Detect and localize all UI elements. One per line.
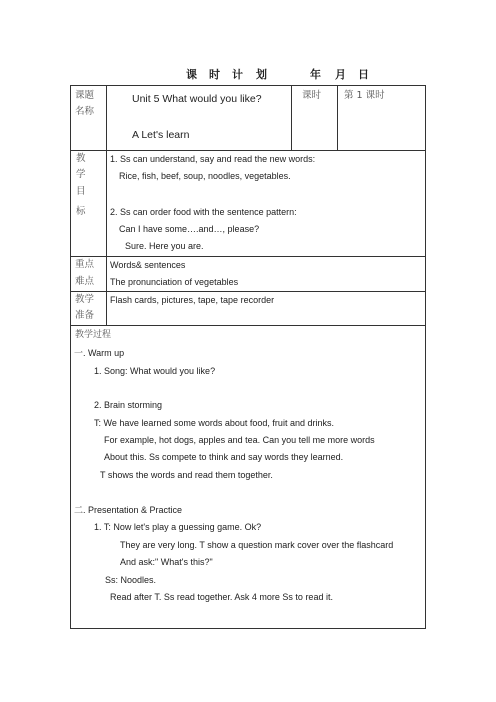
- period-label: 课时: [302, 90, 322, 101]
- row3-label-line: 难点: [75, 276, 95, 287]
- row4-label-line: 准备: [75, 310, 95, 321]
- row2-label-char: 标: [76, 206, 86, 217]
- row-divider: [70, 256, 426, 257]
- objective-line: 1. Ss can understand, say and read the new words:: [110, 154, 316, 164]
- process-line: For example, hot dogs, apples and tea. Can you tell me more words: [104, 435, 375, 445]
- objective-line: Can I have some….and…, please?: [119, 224, 260, 234]
- row2-label-char: 目: [76, 186, 86, 197]
- key-point-line: The pronunciation of vegetables: [110, 277, 239, 287]
- row1-label-line: 名称: [75, 106, 95, 117]
- objective-line: Rice, fish, beef, soup, noodles, vegetables.: [119, 171, 291, 181]
- row-divider: [70, 291, 426, 292]
- row2-label-char: 教: [76, 153, 86, 164]
- key-point-line: Words& sentences: [110, 260, 186, 270]
- section-heading-warm-up: 一. Warm up: [74, 348, 125, 358]
- unit-title: Unit 5 What would you like?: [132, 93, 262, 105]
- label-column-divider: [106, 85, 107, 326]
- period-value-divider: [337, 85, 338, 151]
- header-title-char: 划: [256, 68, 267, 81]
- process-line: 1. Song: What would you like?: [94, 366, 216, 376]
- preparation-text: Flash cards, pictures, tape, tape recorder: [110, 295, 275, 305]
- process-line: About this. Ss compete to think and say words they learned.: [104, 452, 344, 462]
- row1-label-line: 课题: [75, 90, 95, 101]
- process-line: T: We have learned some words about food, fruit and drinks.: [94, 418, 334, 428]
- header-date-day: 日: [358, 68, 369, 81]
- objective-line: 2. Ss can order food with the sentence pattern:: [110, 207, 297, 217]
- table-border-left: [70, 85, 71, 629]
- row-divider: [70, 325, 426, 326]
- lesson-plan-table: [70, 85, 426, 629]
- row-divider: [70, 150, 426, 151]
- row4-label-line: 教学: [75, 294, 95, 305]
- row3-label-line: 重点: [75, 259, 95, 270]
- process-line: And ask:" What's this?": [120, 557, 213, 567]
- objective-line: Sure. Here you are.: [125, 241, 204, 251]
- header-title-char: 时: [209, 68, 220, 81]
- table-border-bottom: [70, 628, 426, 629]
- process-line: 2. Brain storming: [94, 400, 163, 410]
- process-line: Read after T. Ss read together. Ask 4 more Ss to read it.: [110, 592, 333, 602]
- section-heading-presentation: 二. Presentation & Practice: [74, 505, 183, 515]
- lesson-part: A Let's learn: [132, 129, 190, 141]
- header-date-year: 年: [310, 68, 321, 81]
- period-value: 第 1 课时: [344, 90, 385, 101]
- process-line: They are very long. T show a question mark cover over the flashcard: [120, 540, 394, 550]
- row2-label-char: 学: [76, 169, 86, 180]
- header-date-month: 月: [335, 68, 346, 81]
- table-border-top: [70, 85, 426, 86]
- period-column-divider: [291, 85, 292, 151]
- header-title-char: 计: [232, 68, 243, 81]
- process-line: T shows the words and read them together.: [100, 470, 273, 480]
- process-heading: 教学过程: [75, 330, 112, 340]
- process-line: 1. T: Now let's play a guessing game. Ok?: [94, 522, 262, 532]
- header-title-char: 课: [186, 68, 197, 81]
- process-line: Ss: Noodles.: [105, 575, 157, 585]
- page-header: [0, 66, 496, 82]
- table-border-right: [425, 85, 426, 629]
